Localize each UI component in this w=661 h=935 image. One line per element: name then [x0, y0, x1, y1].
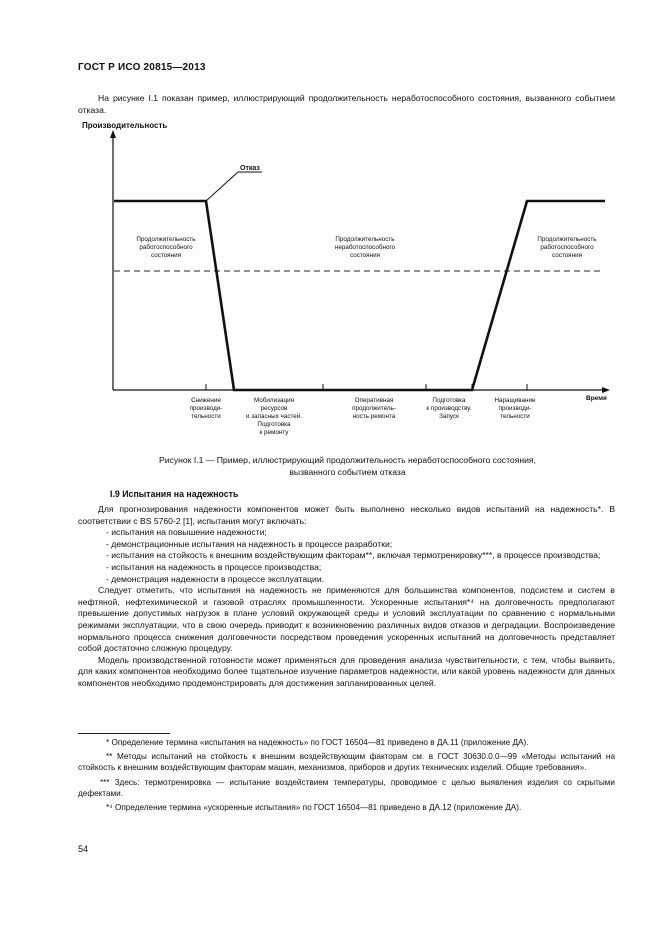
x-axis-arrow: [602, 387, 610, 393]
timeline-label-line: и запасных частей.: [245, 413, 303, 420]
footnote-2: ** Методы испытаний на стойкость к внешним воздействующим факторам см. в ГОСТ 30630.0.0—99 «Методы испытаний на стойкость к внешним воздействующим факторам машин, механизмов, приборов и других технических изделий. Общие требования».: [78, 752, 615, 773]
list-item: - испытания на надежность в процессе производства;: [106, 561, 322, 572]
region-label-line: Продолжительность: [537, 236, 597, 243]
timeline-label-line: продолжитель-: [352, 405, 396, 412]
timeline-label-line: Запуск: [439, 413, 459, 420]
timeline-labels: [190, 396, 536, 436]
region-label-downtime: [335, 236, 396, 259]
timeline-label-mobilization: [246, 396, 302, 436]
region-label-uptime-after: [537, 236, 597, 259]
timeline-label-line: производи-: [189, 405, 223, 412]
timeline-label-line: Наращивание: [494, 397, 536, 404]
timeline-label-line: производи-: [498, 405, 532, 412]
timeline-label-line: Снижение: [191, 397, 221, 404]
region-label-line: состояния: [151, 252, 181, 259]
region-label-line: неработоспособного: [334, 244, 396, 251]
list-item: - испытания на повышение надежности;: [106, 527, 267, 538]
region-label-line: работоспособного: [540, 244, 594, 251]
timeline-label-line: Подготовка: [432, 397, 466, 404]
region-label-line: состояния: [552, 252, 582, 259]
figure-caption: [100, 455, 595, 478]
section-paragraph-3: Модель производственной готовности может применяться для проведения анализа чувствительности, с тем, чтобы выявить, для каких компонентов необходимо более тщательное изучение параметров надежности, или какой уровень надежности для данных компонентов необходимо продемонстрировать для достижения запланированных целей.: [78, 654, 615, 688]
list-item: - демонстрационные испытания на надежность в процессе разработки;: [106, 538, 393, 549]
list-item: - демонстрация надежности в процессе эксплуатации.: [106, 573, 325, 584]
section-body: [78, 504, 615, 690]
timeline-label-line: Мобилизация: [253, 397, 295, 404]
y-axis-arrow: [110, 130, 116, 138]
timeline-label-startup: [426, 397, 471, 420]
figure-caption-line-1: Рисунок I.1 — Пример, иллюстрирующий продолжительность неработоспособного состояния,: [159, 455, 536, 465]
timeline-label-line: Оперативная: [354, 397, 394, 404]
region-label-line: состояния: [350, 252, 380, 259]
timeline-label-performance-drop: [190, 397, 223, 420]
production-curve: [114, 201, 605, 390]
section-paragraph-1: Для прогнозирования надежности компонентов может быть выполнено несколько видов испытаний на надежность*. В соответствии с BS 5760-2 [1], испытания могут включать:: [78, 504, 615, 526]
section-paragraph-2: Следует отметить, что испытания на надежность не применяются для большинства компонентов, подсистем и систем в нефтяной, нефтехимической и газовой отраслях промышленности. Ускоренные испытания*⁴ на долговечность предполагают превышение допустимых нагрузок в плане условий окружающей среды и условий эксплуатации по сравнению с нормальными режимами эксплуатации, что в свою очередь приводит к возникновению различных видов отказов и деградации. Воспроизведение нормального процесса снижения долговечности посредством проведения ускоренных испытаний на долговечность представляет собой достаточно сложную процедуру.: [78, 585, 615, 654]
footnote-4: *⁴ Определение термина «ускоренные испытания» по ГОСТ 16504—81 приведено в ДА.12 (приложение ДА).: [106, 803, 522, 813]
region-label-line: Продолжительность: [335, 236, 395, 243]
failure-label: Отказ: [240, 165, 260, 172]
failure-pointer: [206, 172, 238, 201]
intro-paragraph: На рисунке I.1 показан пример, иллюстрирующий продолжительность неработоспособного состояния, вызванного событием отказа.: [78, 93, 615, 115]
region-label-line: работоспособного: [139, 244, 193, 251]
page-header: ГОСТ Р ИСО 20815—2013: [78, 62, 206, 73]
x-axis-label: Время: [586, 395, 607, 402]
section-title: I.9 Испытания на надежность: [110, 489, 239, 499]
timeline-label-line: тельности: [500, 413, 530, 420]
y-axis-label: Производительность: [82, 121, 168, 130]
footnotes: [78, 737, 615, 813]
timeline-label-line: тельности: [191, 413, 221, 420]
region-label-line: Продолжительность: [136, 236, 196, 243]
downtime-diagram: [78, 120, 618, 450]
footnote-1: * Определение термина «испытания на надежность» по ГОСТ 16504—81 приведено в ДА.11 (приложение ДА).: [106, 738, 529, 747]
timeline-label-line: Подготовка: [257, 421, 291, 428]
figure-caption-line-2: вызванного событием отказа: [289, 466, 406, 477]
timeline-label-line: к производству.: [426, 405, 472, 412]
footnote-separator: [78, 733, 170, 734]
timeline-label-line: ность ремонта: [352, 413, 396, 420]
footnote-3: *** Здесь: термотренировка — испытание воздействием температуры, проводимое с целью выявления изделия со скрытыми дефектами.: [78, 777, 615, 798]
page-number: 54: [78, 844, 89, 854]
region-label-uptime-before: [136, 236, 196, 259]
list-item: - испытания на стойкость к внешним воздействующим факторам**, включая термотренировку***, в процессе производства;: [106, 550, 601, 561]
figure-i1: [78, 120, 618, 450]
timeline-label-line: к ремонту: [259, 429, 289, 436]
timeline-label-line: ресурсов: [260, 405, 288, 412]
timeline-label-repair: [352, 397, 396, 420]
timeline-label-ramp-up: [494, 397, 536, 420]
